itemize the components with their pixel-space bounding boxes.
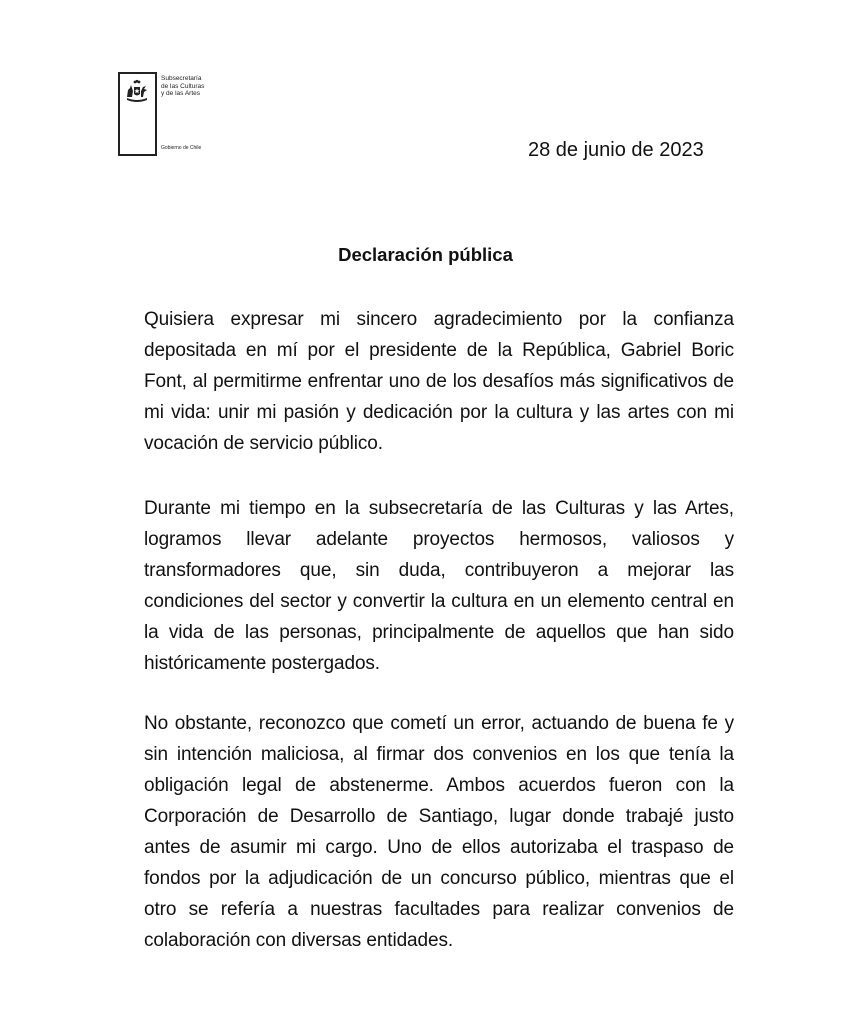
ministry-logo xyxy=(118,72,216,156)
logo-border-bottom xyxy=(118,154,155,156)
logo-text xyxy=(161,75,204,98)
document-title: Declaración pública xyxy=(338,244,513,265)
paragraph-1: Quisiera expresar mi sincero agradecimiento por la confianza depositada en mí por el presidente de la República, Gabriel Boric Font, al permitirme enfrentar uno de los desafíos más significativos de mi vida: unir mi pasión y dedicación por la cultura y las artes con mi vocación de servicio público. xyxy=(144,309,734,454)
logo-line-1: Subsecretaría xyxy=(161,75,202,82)
logo-border-top xyxy=(118,72,155,74)
logo-government-label: Gobierno de Chile xyxy=(161,145,202,151)
logo-line-3: y de las Artes xyxy=(161,90,201,97)
paragraph-3: No obstante, reconozco que cometí un error, actuando de buena fe y sin intención maliciosa, al firmar dos convenios en los que tenía la obligación legal de abstenerme. Ambos acuerdos fueron con la Corporación de Desarrollo de Santiago, lugar donde trabajé justo antes de asumir mi cargo. Uno de ellos autorizaba el traspaso de fondos por la adjudicación de un concurso público, mientras que el otro se refería a nuestras facultades para realizar convenios de colaboración con diversas entidades. xyxy=(144,713,734,951)
logo-line-2: de las Culturas xyxy=(161,82,205,90)
logo-border-left xyxy=(118,72,120,156)
logo-divider xyxy=(155,72,157,156)
paragraph-2: Durante mi tiempo en la subsecretaría de las Culturas y las Artes, logramos llevar adelante proyectos hermosos, valiosos y transformadores que, sin duda, contribuyeron a mejorar las condiciones del sector y convertir la cultura en un elemento central en la vida de las personas, principalmente de aquellos que han sido históricamente postergados. xyxy=(144,498,734,674)
document-date: 28 de junio de 2023 xyxy=(528,139,704,161)
chile-coat-of-arms-icon xyxy=(124,78,150,104)
